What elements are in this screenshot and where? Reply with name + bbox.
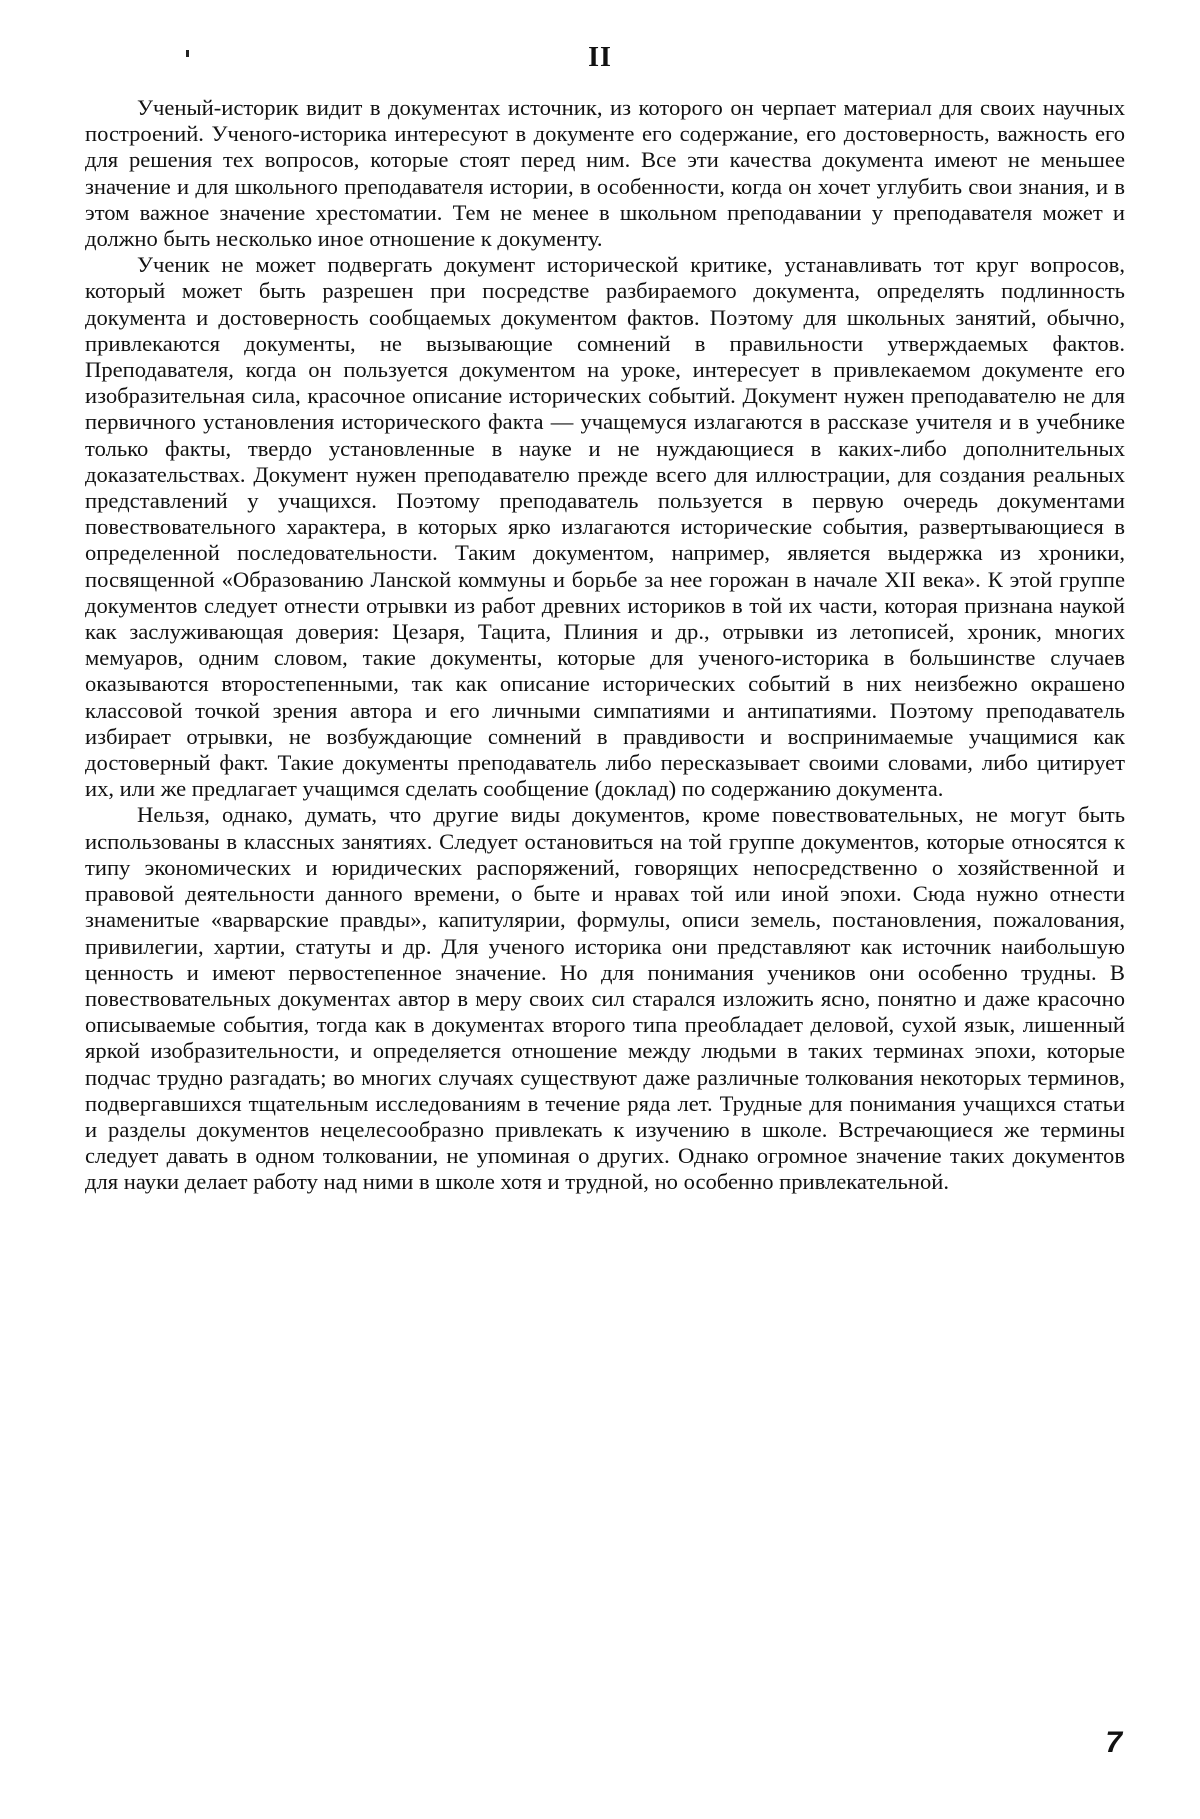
section-heading: II [588, 42, 612, 73]
body-text [85, 95, 1125, 1196]
page-number: 7 [1105, 1726, 1122, 1759]
paragraph-2: Ученик не может подвергать документ исторической критике, устанавливать тот круг вопросов, который может быть разрешен при посредстве разбираемого документа, определять подлинность документа и достоверность сообщаемых документом фактов. Поэтому для школьных занятий, обычно, привлекаются документы, не вызывающие сомнений в правильности утверждаемых фактов. Преподавателя, когда он пользуется документом на уроке, интересует в привлекаемом документе его изобразительная сила, красочное описание исторических событий. Документ нужен преподавателю не для первичного установления исторического факта — учащемуся излагаются в рассказе учителя и в учебнике только факты, твердо установленные в науке и не нуждающиеся в каких-либо дополнительных доказательствах. Документ нужен преподавателю прежде всего для иллюстрации, для создания реальных представлений у учащихся. Поэтому преподаватель пользуется в первую очередь документами повествовательного характера, в которых ярко излагаются исторические события, развертывающиеся в определенной последовательности. Таким документом, например, является выдержка из хроники, посвященной «Образованию Ланской коммуны и борьбе за нее горожан в начале XII века». К этой группе документов следует отнести отрывки из работ древних историков в той их части, которая признана наукой как заслуживающая доверия: Цезаря, Тацита, Плиния и др., отрывки из летописей, хроник, многих мемуаров, одним словом, такие документы, которые для ученого-историка в большинстве случаев оказываются второстепенными, так как описание исторических событий в них неизбежно окрашено классовой точкой зрения автора и его личными симпатиями и антипатиями. Поэтому преподаватель избирает отрывки, не возбуждающие сомнений в правдивости и воспринимаемые учащимися как достоверный факт. Такие документы преподаватель либо пересказывает своими словами, либо цитирует их, или же предлагает учащимся сделать сообщение (доклад) по содержанию документа. [85, 252, 1125, 802]
paragraph-3: Нельзя, однако, думать, что другие виды документов, кроме повествовательных, не могут быть использованы в классных занятиях. Следует остановиться на той группе документов, которые относятся к типу экономических и юридических распоряжений, говорящих непосредственно о хозяйственной и правовой деятельности данного времени, о быте и нравах той или иной эпохи. Сюда нужно отнести знаменитые «варварские правды», капитулярии, формулы, описи земель, постановления, пожалования, привилегии, хартии, статуты и др. Для ученого историка они представляют как источник наибольшую ценность и имеют первостепенное значение. Но для понимания учеников они особенно трудны. В повествовательных документах автор в меру своих сил старался изложить ясно, понятно и даже красочно описываемые события, тогда как в документах второго типа преобладает деловой, сухой язык, лишенный яркой изобразительности, и определяется отношение между людьми в таких терминах эпохи, которые подчас трудно разгадать; во многих случаях существуют даже различные толкования некоторых терминов, подвергавшихся тщательным исследованиям в течение ряда лет. Трудные для понимания учащихся статьи и разделы документов нецелесообразно привлекать к изучению в школе. Встречающиеся же термины следует давать в одном толковании, не упоминая о других. Однако огромное значение таких документов для науки делает работу над ними в школе хотя и трудной, но особенно привлекательной. [85, 802, 1125, 1195]
paragraph-1: Ученый-историк видит в документах источник, из которого он черпает материал для своих научных построений. Ученого-историка интересуют в документе его содержание, его достоверность, важность его для решения тех вопросов, которые стоят перед ним. Все эти качества документа имеют не меньшее значение и для школьного преподавателя истории, в особенности, когда он хочет углубить свои знания, и в этом важное значение хрестоматии. Тем не менее в школьном преподавании у преподавателя может и должно быть несколько иное отношение к документу. [85, 95, 1125, 252]
